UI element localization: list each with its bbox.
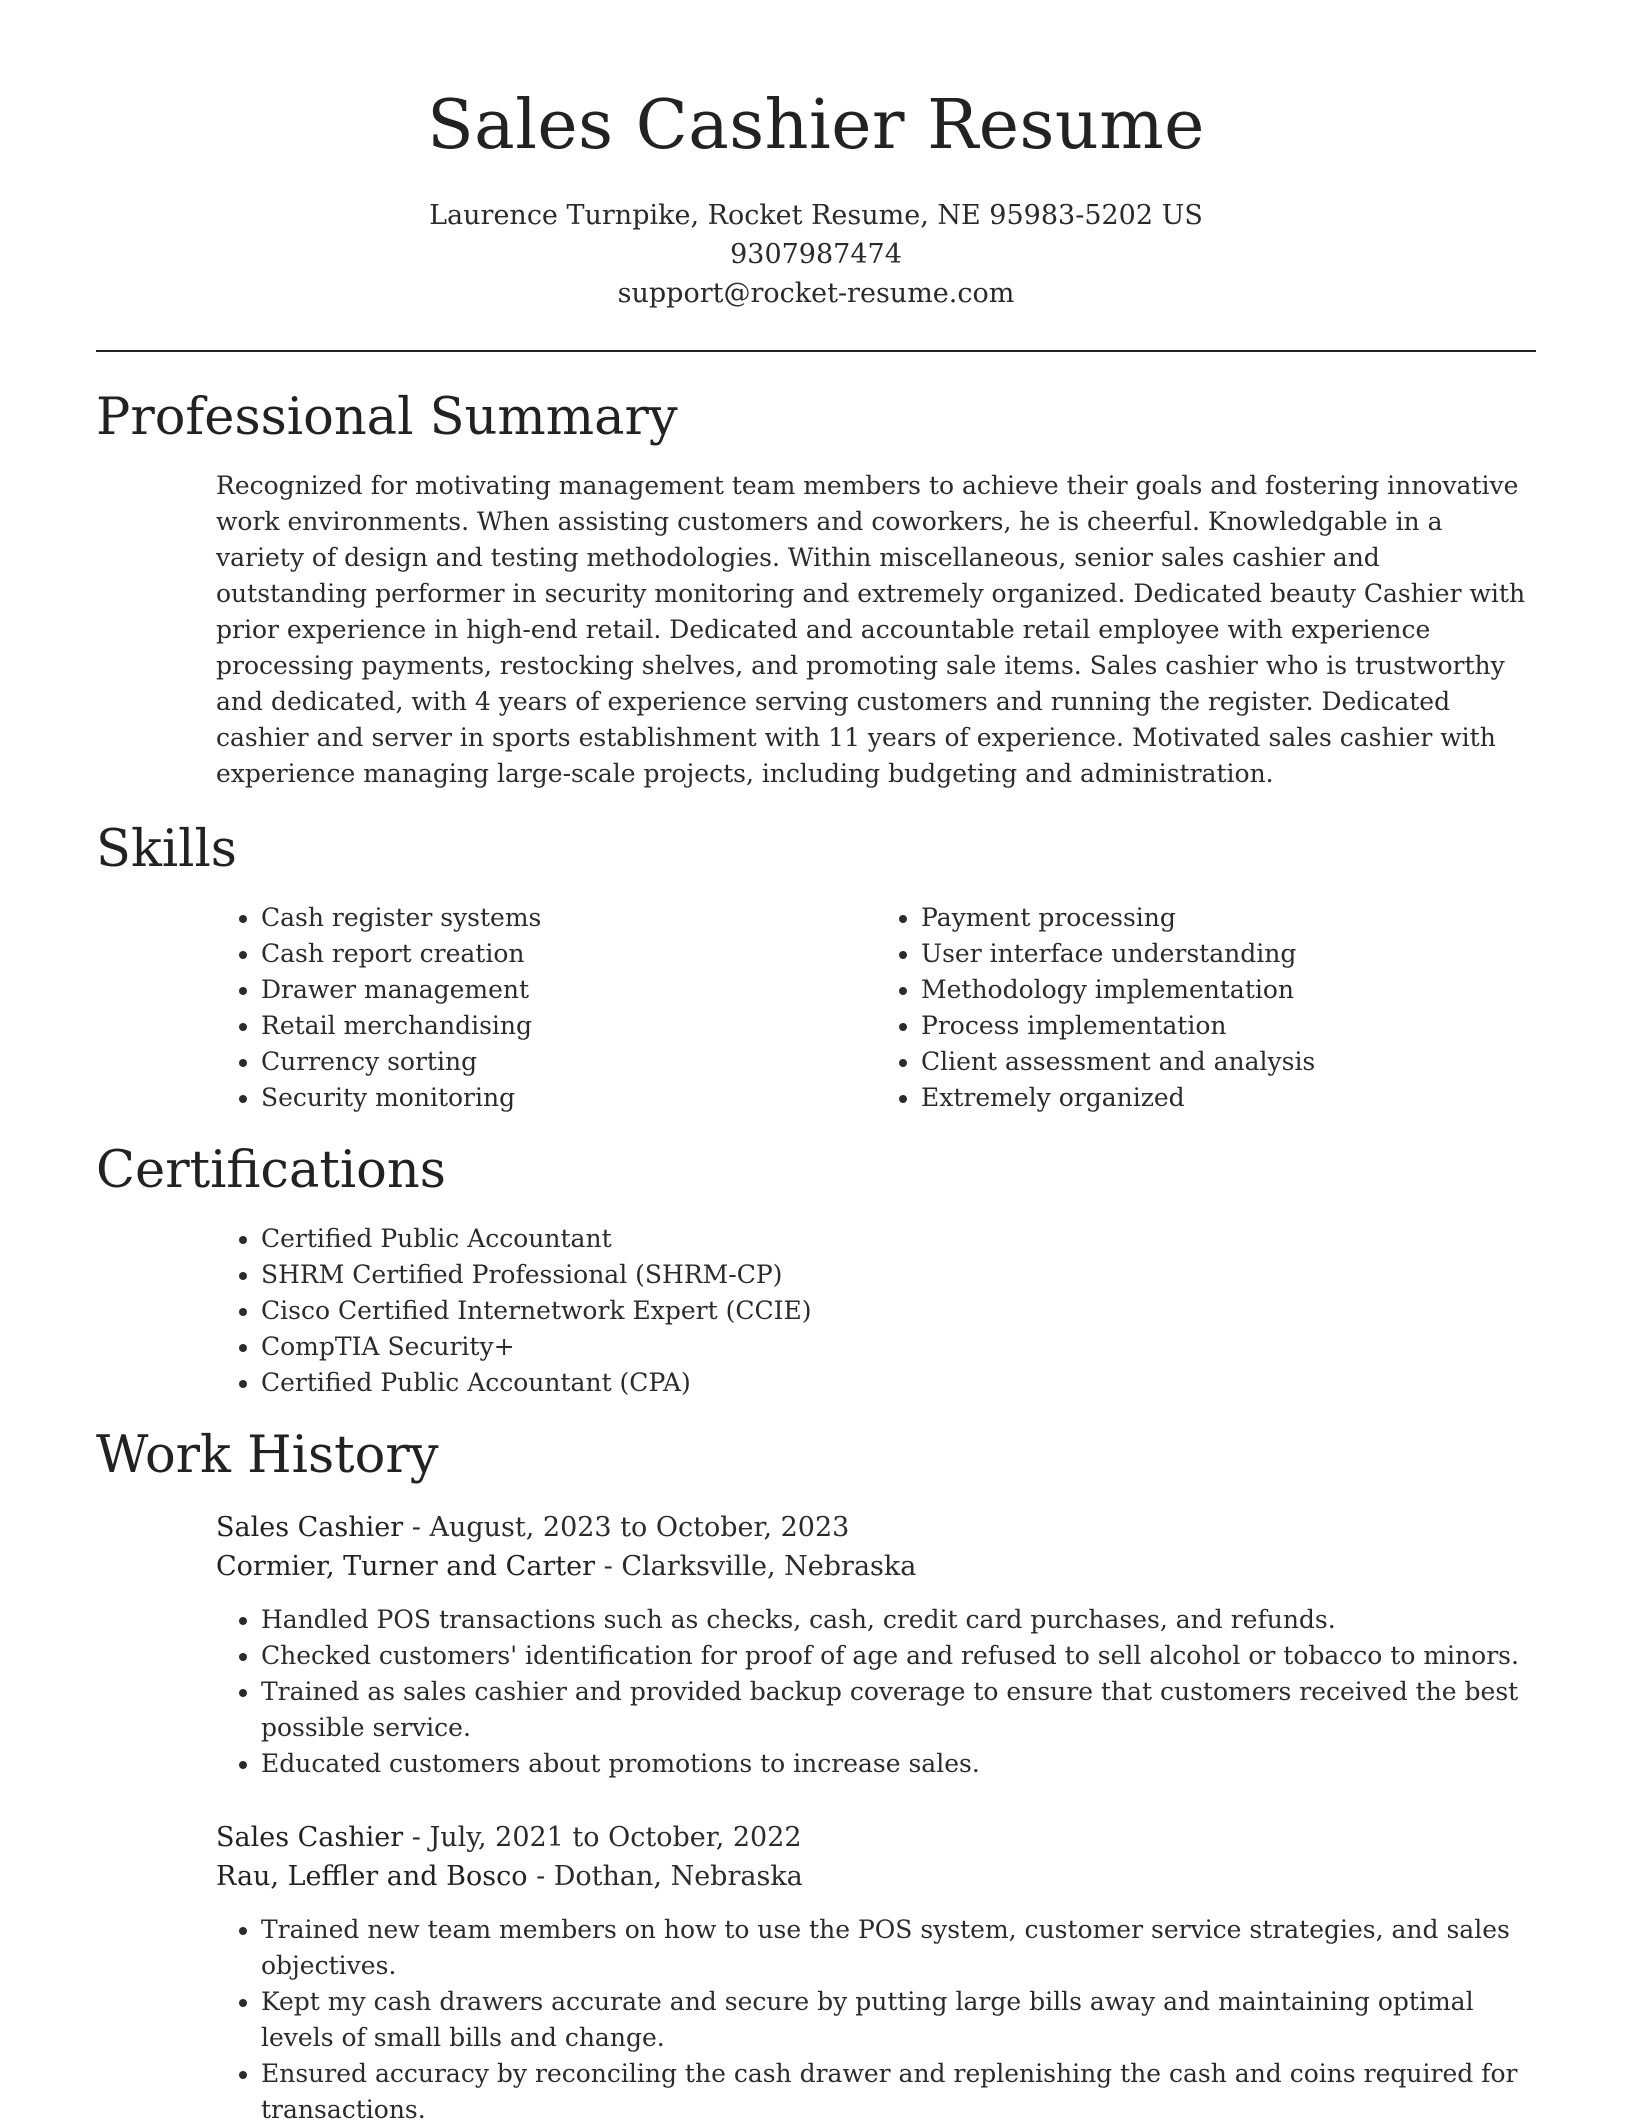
job-company-line (216, 1547, 1536, 1586)
job-company: Cormier, Turner and Carter (216, 1551, 596, 1582)
job-title: Sales Cashier (216, 1512, 404, 1543)
skill-item: • Drawer management (261, 972, 876, 1008)
skill-item: • Cash report creation (261, 936, 876, 972)
job-bullet: • Trained as sales cashier and provided backup coverage to ensure that customers received the best possible service. (261, 1674, 1536, 1746)
certification-item: • Cisco Certified Internetwork Expert (CCIE) (261, 1293, 1536, 1329)
job-location: - Dothan, Nebraska (527, 1861, 803, 1892)
section-heading: Professional Summary (96, 388, 678, 447)
resume-page (96, 0, 1536, 2128)
section-professional-summary (96, 388, 1536, 792)
certification-item: • Certified Public Accountant (261, 1221, 1536, 1257)
skill-item: • Client assessment and analysis (921, 1044, 1536, 1080)
resume-header (96, 0, 1536, 313)
job-bullet: • Educated customers about promotions to increase sales. (261, 1746, 1536, 1782)
job-bullet: • Trained new team members on how to use the POS system, customer service strategies, and sales objectives. (261, 1912, 1536, 1984)
job-entry (216, 1818, 1536, 2128)
job-dates: - August, 2023 to October, 2023 (403, 1512, 850, 1543)
job-bullet: • Handled POS transactions such as checks, cash, credit card purchases, and refunds. (261, 1602, 1536, 1638)
contact-block (96, 196, 1536, 313)
job-bullet: • Kept my cash drawers accurate and secure by putting large bills away and maintaining optimal levels of small bills and change. (261, 1984, 1536, 2056)
job-title: Sales Cashier (216, 1822, 404, 1853)
certification-item: • SHRM Certified Professional (SHRM-CP) (261, 1257, 1536, 1293)
job-location: - Clarksville, Nebraska (595, 1551, 917, 1582)
contact-address: Laurence Turnpike, Rocket Resume, NE 95983-5202 US (429, 200, 1203, 231)
job-bullets (216, 1602, 1536, 1782)
section-heading: Work History (96, 1426, 439, 1485)
skill-item: • Currency sorting (261, 1044, 876, 1080)
job-company-line (216, 1857, 1536, 1896)
skills-list-left (216, 900, 876, 1116)
section-work-history (96, 1426, 1536, 2128)
job-company: Rau, Leffler and Bosco (216, 1861, 528, 1892)
job-title-line (216, 1818, 1536, 1857)
job-title-line (216, 1508, 1536, 1547)
contact-email[interactable]: support@rocket-resume.com (617, 278, 1015, 309)
skills-grid (216, 900, 1536, 1116)
skill-item: • Cash register systems (261, 900, 876, 936)
section-certifications (96, 1141, 1536, 1401)
skill-item: • Methodology implementation (921, 972, 1536, 1008)
skill-item: • Security monitoring (261, 1080, 876, 1116)
job-dates: - July, 2021 to October, 2022 (403, 1822, 802, 1853)
section-heading: Skills (96, 820, 237, 879)
section-skills (96, 820, 1536, 1116)
skill-item: • Process implementation (921, 1008, 1536, 1044)
skill-item: • Extremely organized (921, 1080, 1536, 1116)
section-heading: Certifications (96, 1141, 446, 1200)
certification-item: • CompTIA Security+ (261, 1329, 1536, 1365)
certification-item: • Certified Public Accountant (CPA) (261, 1365, 1536, 1401)
skills-list-right (876, 900, 1536, 1116)
contact-phone: 9307987474 (730, 239, 902, 270)
job-bullet: • Ensured accuracy by reconciling the cash drawer and replenishing the cash and coins required for transactions. (261, 2056, 1536, 2128)
skill-item: • User interface understanding (921, 936, 1536, 972)
skill-item: • Payment processing (921, 900, 1536, 936)
skill-item: • Retail merchandising (261, 1008, 876, 1044)
job-bullets (216, 1912, 1536, 2128)
header-divider (96, 350, 1536, 352)
job-entry (216, 1508, 1536, 1782)
certifications-list (216, 1221, 1536, 1401)
job-bullet: • Checked customers' identification for proof of age and refused to sell alcohol or tobacco to minors. (261, 1638, 1536, 1674)
resume-title: Sales Cashier Resume (427, 86, 1205, 165)
summary-paragraph: Recognized for motivating management team members to achieve their goals and fostering innovative work environments. When assisting customers and coworkers, he is cheerful. Knowledgable in a variety of design and testing methodologies. Within miscellaneous, senior sales cashier and outstanding performer in security monitoring and extremely organized. Dedicated beauty Cashier with prior experience in high-end retail. Dedicated and accountable retail employee with experience processing payments, restocking shelves, and promoting sale items. Sales cashier who is trustworthy and dedicated, with 4 years of experience serving customers and running the register. Dedicated cashier and server in sports establishment with 11 years of experience. Motivated sales cashier with experience managing large-scale projects, including budgeting and administration. (216, 471, 1526, 788)
